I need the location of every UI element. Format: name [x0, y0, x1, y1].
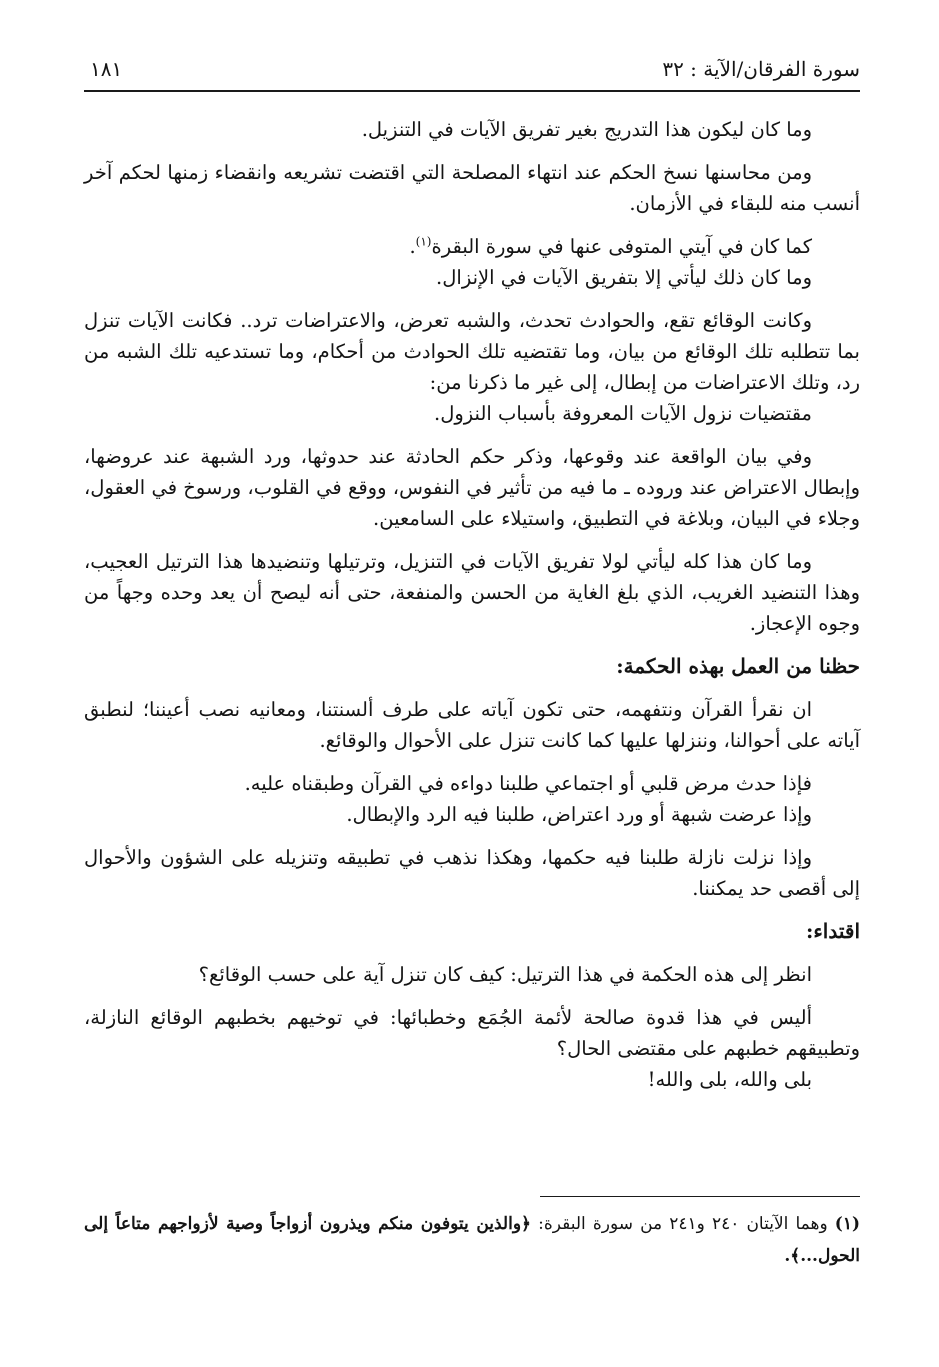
page-number: ١٨١: [90, 57, 123, 81]
running-title: سورة الفرقان/الآية : ٣٢: [662, 57, 860, 81]
header-divider: [84, 90, 860, 92]
paragraph: فإذا حدث مرض قلبي أو اجتماعي طلبنا دواءه في القرآن وطبقناه عليه.: [244, 772, 812, 795]
book-page: [84, 48, 860, 1348]
footnote-number: (١): [834, 1214, 860, 1234]
paragraph: أليس في هذا قدوة صالحة لأئمة الجُمَع وخطبائها: في توخيهم بخطبهم الوقائع النازلة، وتطبيقهم خطبهم على مقتضى الحال؟: [84, 1006, 860, 1060]
main-text: [84, 114, 860, 1107]
section-heading: حظنا من العمل بهذه الحكمة:: [616, 654, 860, 678]
paragraph: وفي بيان الواقعة عند وقوعها، وذكر حكم الحادثة عند حدوثها، ورد الشبهة عند عروضها، وإبطال الاعتراض عند وروده ـ ما فيه من تأثير في النفوس، ووقع في القلوب، ورسوخ في العقول، وجلاء في البيان، وبلاغة في التطبيق، واستيلاء على السامعين.: [84, 445, 860, 530]
paragraph: بلى والله، بلى والله!: [647, 1068, 812, 1091]
paragraph: ومن محاسنها نسخ الحكم عند انتهاء المصلحة التي اقتضت تشريعه وانقضاء زمنها لحكم آخر أنسب منه للبقاء في الأزمان.: [84, 161, 860, 215]
paragraph: انظر إلى هذه الحكمة في هذا الترتيل: كيف كان تنزل آية على حسب الوقائع؟: [198, 963, 812, 986]
paragraph: ان نقرأ القرآن ونتفهمه، حتى تكون آياته على طرف ألسنتنا، ومعانيه نصب أعيننا؛ لنطبق آياته على أحوالنا، وننزلها عليها كما كانت تنزل على الأحوال والوقائع.: [84, 698, 860, 752]
paragraph: كما كان في آيتي المتوفى عنها في سورة البقرة$^{(١)}$.: [409, 234, 812, 258]
paragraph: وإذا عرضت شبهة أو ورد اعتراض، طلبنا فيه الرد والإبطال.: [346, 803, 812, 826]
paragraph: وإذا نزلت نازلة طلبنا فيه حكمها، وهكذا نذهب في تطبيقه وتنزيله على الشؤون والأحوال إلى أقصى حد يمكننا.: [84, 846, 860, 900]
paragraph-text: كما كان في آيتي المتوفى عنها في سورة البقرة: [431, 235, 812, 258]
paragraph: وما كان ليكون هذا التدريج بغير تفريق الآيات في التنزيل.: [361, 118, 812, 141]
paragraph: وكانت الوقائع تقع، والحوادث تحدث، والشبه تعرض، والاعتراضات ترد.. فكانت الآيات تنزل بما تتطلبه تلك الوقائع من بيان، وما تقتضيه تلك الحوادث من أحكام، وما تستدعيه تلك الشبه من رد، وتلك الاعتراضات من إبطال، إلى غير ما ذكرنا من:: [84, 309, 860, 394]
page-header: [84, 54, 860, 84]
footnote-intro: وهما الآيتان ٢٤٠ و٢٤١ من سورة البقرة:: [538, 1214, 828, 1234]
footnote-divider: [540, 1196, 860, 1197]
paragraph: مقتضيات نزول الآيات المعروفة بأسباب النزول.: [434, 402, 812, 425]
paragraph: وما كان ذلك ليأتي إلا بتفريق الآيات في الإنزال.: [436, 266, 812, 289]
paragraph: وما كان هذا كله ليأتي لولا تفريق الآيات في التنزيل، وترتيلها وتنضيدها هذا الترتيل العجيب، وهذا التنضيد الغريب، الذي بلغ الغاية من الحسن والمنفعة، حتى أنه ليصح أن يعد وحده وجهاً من وجوه الإعجاز.: [84, 550, 860, 635]
footnote-marker: (١): [415, 234, 432, 249]
footnote: [84, 1208, 860, 1272]
footnote-text: [84, 1208, 860, 1272]
footnote-quote: ﴿والذين يتوفون منكم ويذرون أزواجاً وصية لأزواجهم متاعاً إلى الحول...﴾.: [84, 1214, 860, 1266]
section-heading: اقتداء:: [806, 919, 860, 943]
